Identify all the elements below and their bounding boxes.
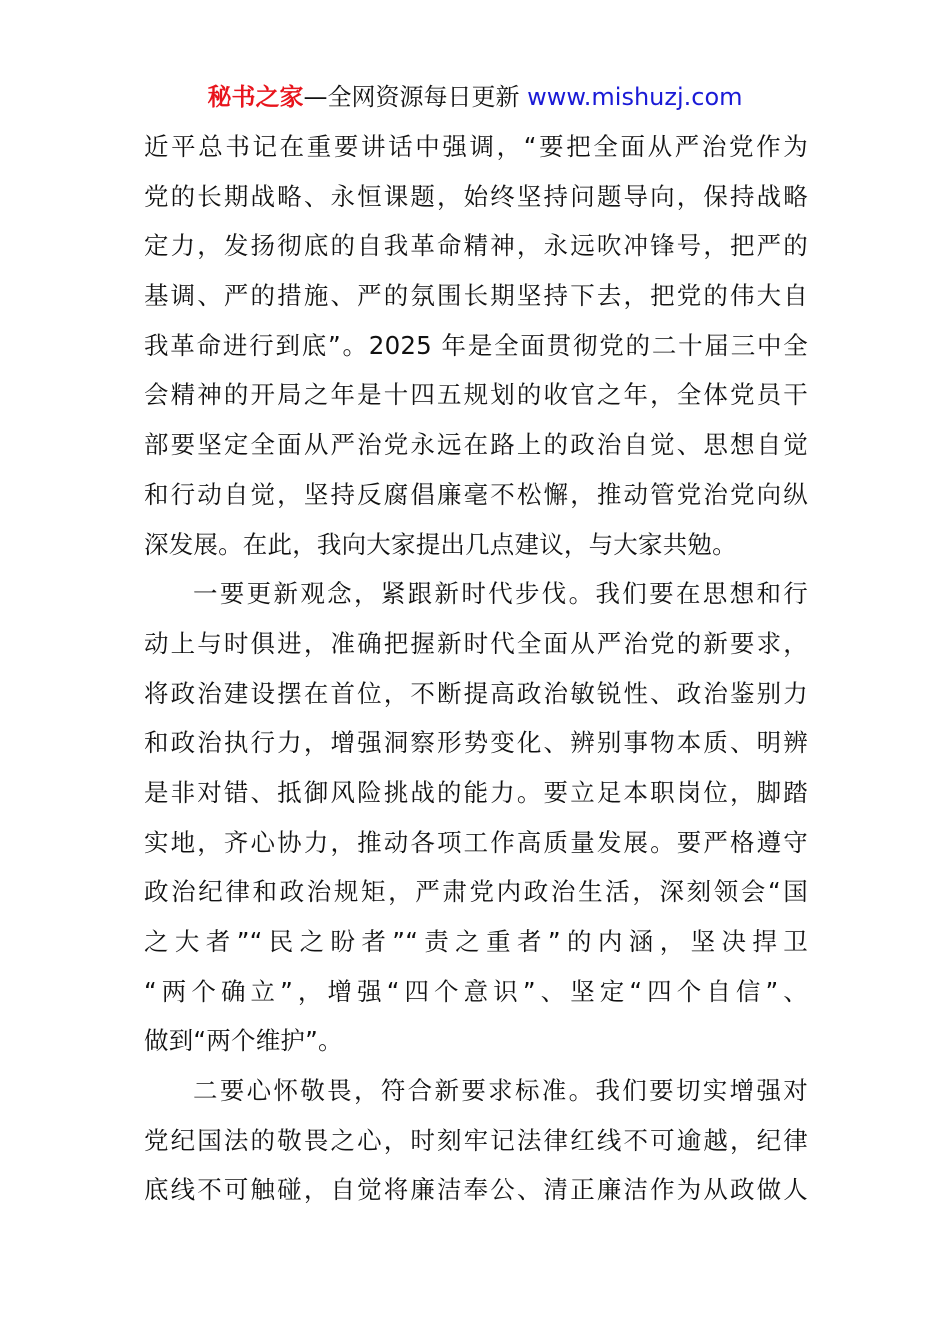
paragraph-first-line: 一要更新观念，紧跟新时代步伐。我们要在思想和行	[193, 579, 808, 609]
text-line: 之大者”“民之盼者”“责之重者”的内涵，坚决捍卫	[144, 927, 808, 956]
text-line: “两个确立”，增强“四个意识”、坚定“四个自信”、	[144, 976, 808, 1006]
text-line: 党的长期战略、永恒课题，始终坚持问题导向，保持战略	[144, 181, 808, 211]
site-header	[0, 80, 950, 114]
site-url-link[interactable]: www.mishuzj.com	[527, 83, 743, 111]
site-tagline: —全网资源每日更新	[303, 83, 528, 111]
text-line: 和政治执行力，增强洞察形势变化、辨别事物本质、明辨	[144, 728, 808, 758]
text-line: 党纪国法的敬畏之心，时刻牢记法律红线不可逾越，纪律	[144, 1125, 808, 1155]
text-line: 实地，齐心协力，推动各项工作高质量发展。要严格遵守	[144, 827, 808, 857]
text-line: 和行动自觉，坚持反腐倡廉毫不松懈，推动管党治党向纵	[144, 479, 808, 509]
text-line: 底线不可触碰，自觉将廉洁奉公、清正廉洁作为从政做人	[144, 1175, 808, 1205]
text-line: 做到“两个维护”。	[144, 1026, 343, 1056]
text-line: 基调、严的措施、严的氛围长期坚持下去，把党的伟大自	[144, 281, 808, 311]
text-line: 将政治建设摆在首位，不断提高政治敏锐性、政治鉴别力	[144, 678, 808, 708]
text-line: 深发展。在此，我向大家提出几点建议，与大家共勉。	[144, 529, 737, 559]
site-brand: 秘书之家	[207, 83, 304, 111]
text-line: 政治纪律和政治规矩，严肃党内政治生活，深刻领会“国	[144, 877, 808, 907]
text-line: 我革命进行到底”。2025 年是全面贯彻党的二十届三中全	[144, 330, 808, 360]
text-line: 动上与时俱进，准确把握新时代全面从严治党的新要求，	[144, 628, 808, 658]
text-line: 是非对错、抵御风险挑战的能力。要立足本职岗位，脚踏	[144, 777, 808, 807]
document-body	[144, 122, 808, 1215]
text-line: 部要坚定全面从严治党永远在路上的政治自觉、思想自觉	[144, 430, 808, 460]
text-line: 会精神的开局之年是十四五规划的收官之年，全体党员干	[144, 380, 808, 410]
text-line: 近平总书记在重要讲话中强调，“要把全面从严治党作为	[144, 132, 808, 161]
text-line: 定力，发扬彻底的自我革命精神，永远吹冲锋号，把严的	[144, 231, 808, 261]
paragraph-first-line: 二要心怀敬畏，符合新要求标准。我们要切实增强对	[193, 1076, 808, 1106]
